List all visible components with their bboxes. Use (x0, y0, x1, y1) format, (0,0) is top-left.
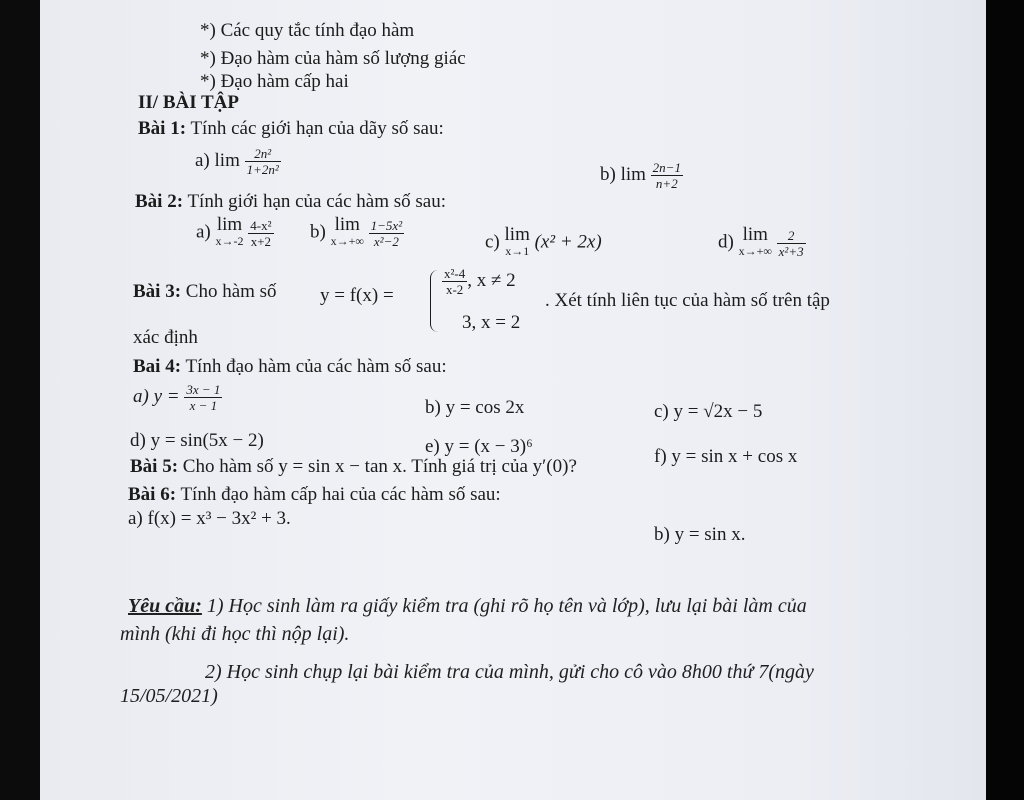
bai3-label: Bài 3: (133, 281, 182, 302)
piecewise-brace (430, 270, 439, 332)
bai2-c-prefix: c) (485, 231, 500, 253)
bai2-c-expr: (x² + 2x) (534, 231, 602, 253)
bai4-f: f) y = sin x + cos x (654, 446, 798, 467)
bai1-b-num: 2n−1 (652, 160, 681, 175)
bai2-d: d) lim x→+∞ $\frac{2}{\text{x²+3}}$ (718, 224, 804, 259)
bai1-a-prefix: a) lim (195, 149, 240, 171)
bai6-b: b) y = sin x. (654, 524, 746, 545)
bai4-a-den: x − 1 (189, 398, 218, 413)
bai5-label: Bài 5: (130, 456, 179, 477)
bai5-text: Cho hàm số y = sin x − tan x. Tính giá trị của y′(0)? (182, 456, 577, 477)
bai2-a-prefix: a) (196, 221, 211, 243)
bai3-text: Cho hàm số (185, 281, 277, 302)
bai4-heading (133, 356, 447, 378)
bai4-a-prefix: a) y = (133, 385, 180, 407)
requirement-line4: 15/05/2021) (120, 685, 218, 707)
bai6-heading (128, 484, 501, 506)
bai4-b: b) y = cos 2x (425, 397, 525, 418)
bai2-a-den: x+2 (250, 233, 272, 249)
bai1-text: Tính các giới hạn của dãy số sau: (190, 118, 444, 139)
bai3-tail2: xác định (133, 327, 198, 348)
bai2-d-sub: x→+∞ (738, 244, 772, 258)
bai2-label: Bài 2: (135, 191, 184, 212)
bai2-b-den: x²−2 (373, 233, 399, 249)
bai3-heading (133, 281, 277, 303)
requirement-line2: mình (khi đi học thì nộp lại). (120, 623, 350, 645)
bai3-case1-num: x²-4 (444, 266, 466, 281)
bai1-a (195, 146, 281, 177)
bai1-b-den: n+2 (655, 176, 678, 191)
bai1-a-num: 2n² (245, 146, 281, 162)
topic-item-2: *) Đạo hàm của hàm số lượng giác (200, 48, 466, 69)
bai2-b: b) lim x→+∞ $\frac{\text{1−5x²}}{\text{x²−2}}$ (310, 214, 403, 249)
bai3-case1-den: x-2 (445, 282, 464, 297)
bai4-d: d) y = sin(5x − 2) (130, 430, 264, 451)
bai6-text: Tính đạo hàm cấp hai của các hàm số sau: (180, 484, 501, 505)
bai2-b-prefix: b) (310, 221, 326, 243)
bai4-text: Tính đạo hàm của các hàm số sau: (185, 356, 447, 377)
bai1-b-prefix: b) lim (600, 163, 646, 185)
bai4-a (133, 382, 222, 413)
bai2-a: a) lim x→-2 $\frac{\text{4-x²}}{x+2}$ (196, 214, 272, 249)
bai4-c: c) y = √2x − 5 (654, 401, 763, 422)
bai4-e: e) y = (x − 3)⁶ (425, 436, 533, 457)
bai4-a-num: 3x − 1 (186, 382, 221, 397)
bai1-b (600, 160, 683, 191)
bai4-label: Bai 4: (133, 356, 182, 377)
bai2-c-sub: x→1 (505, 244, 530, 258)
bai2-text: Tính giới hạn của các hàm số sau: (187, 191, 447, 212)
topic-item-3: *) Đạo hàm cấp hai (200, 71, 349, 92)
section-heading: II/ BÀI TẬP (138, 92, 240, 113)
bai2-c: c) lim x→1 (x² + 2x) (485, 224, 602, 258)
dark-edge (986, 0, 1024, 800)
bai1-heading (138, 118, 444, 140)
bai2-heading (135, 191, 446, 213)
requirement-text1: 1) Học sinh làm ra giấy kiểm tra (ghi rõ họ tên và lớp), lưu lại bài làm của (201, 595, 807, 617)
bai2-a-sub: x→-2 (215, 234, 244, 248)
bai3-case1 (442, 266, 516, 297)
bai6-a: a) f(x) = x³ − 3x² + 3. (128, 508, 291, 529)
bai2-b-num: 1−5x² (370, 217, 403, 233)
bai2-d-den: x²+3 (778, 243, 804, 259)
bai2-b-sub: x→+∞ (330, 234, 364, 248)
bai1-a-den: 1+2n² (246, 162, 279, 177)
bai2-a-num: 4-x² (250, 217, 272, 233)
bai3-case1-cond: , x ≠ 2 (467, 269, 516, 291)
requirement-label: Yêu cầu: (128, 595, 202, 617)
bai3-fx: y = f(x) = (320, 285, 394, 306)
bai3-tail: . Xét tính liên tục của hàm số trên tập (545, 290, 830, 311)
bai3-case2: 3, x = 2 (462, 312, 521, 333)
bai5 (130, 456, 577, 478)
requirement-line1 (128, 594, 807, 618)
requirement-line3: 2) Học sinh chụp lại bài kiểm tra của mình, gửi cho cô vào 8h00 thứ 7(ngày (205, 661, 814, 683)
topic-item-1: *) Các quy tắc tính đạo hàm (200, 20, 415, 41)
bai2-d-num: 2 (777, 228, 806, 244)
bai2-d-prefix: d) (718, 231, 734, 253)
bai6-label: Bài 6: (128, 484, 177, 505)
bai1-label: Bài 1: (138, 118, 187, 139)
